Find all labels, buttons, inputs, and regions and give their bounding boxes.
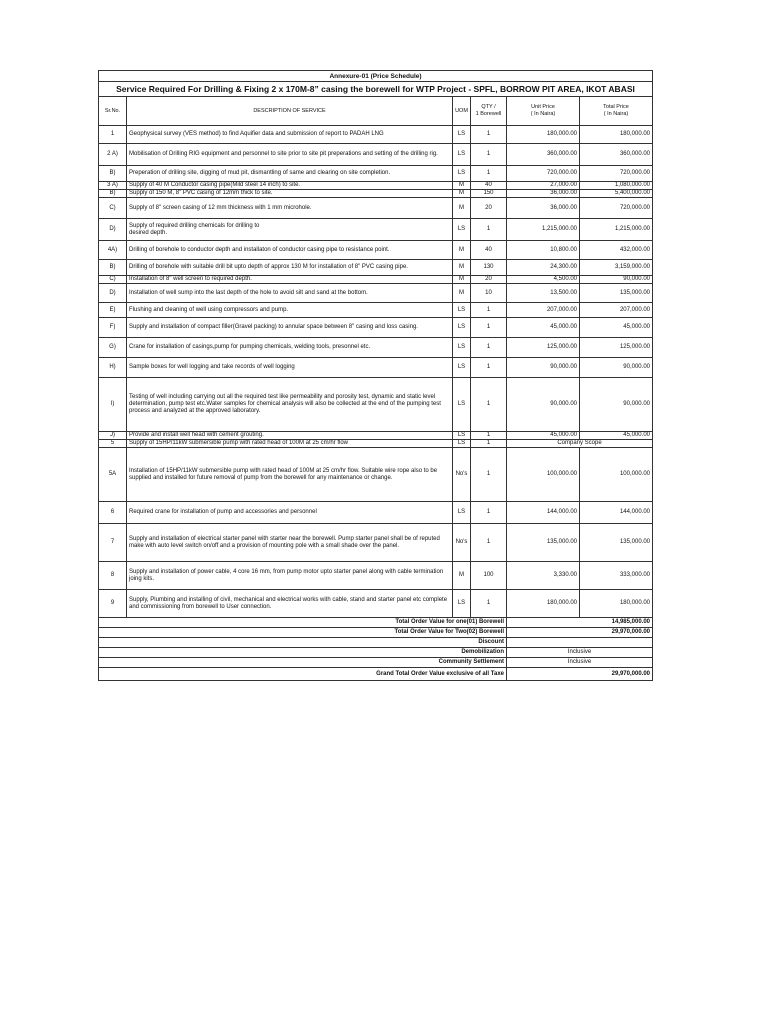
row-qty: 20 xyxy=(471,276,507,284)
row-description: Supply of 40 M Conductor casing pipe(Mild steel 14 inch) to site. xyxy=(127,182,453,190)
row-description: Crane for installation of casings,pump for pumping chemicals, welding tools, presonnel etc. xyxy=(127,338,453,358)
summary-label: Community Settlement xyxy=(99,658,507,668)
row-uom: M xyxy=(453,284,471,303)
table-row xyxy=(99,144,653,166)
row-uom: LS xyxy=(453,318,471,338)
row-unit-price: 36,000.00 xyxy=(507,190,580,198)
price-schedule-table xyxy=(98,70,653,681)
row-uom: M xyxy=(453,198,471,219)
header-description: DESCRIPTION OF SERVICE xyxy=(127,97,453,126)
row-qty: 130 xyxy=(471,260,507,276)
table-row xyxy=(99,260,653,276)
annexure-heading: Annexure-01 (Price Schedule) xyxy=(99,71,653,82)
row-total-price: 180,000.00 xyxy=(580,590,653,618)
row-qty: 1 xyxy=(471,219,507,241)
row-description: Drilling of borehole with suitable drill bit upto depth of approx 130 M for installation of 8" PVC casing pipe. xyxy=(127,260,453,276)
row-description: Supply and installation of power cable, 4 core 16 mm, from pump motor upto starter panel along with cable termination joing kits. xyxy=(127,562,453,590)
table-row xyxy=(99,198,653,219)
row-total-price: 135,000.00 xyxy=(580,524,653,562)
header-unit-price: Unit Price ( In Naira) xyxy=(507,97,580,126)
row-description: Provide and install well head with cement grouting. xyxy=(127,432,453,440)
row-unit-price: 27,000.00 xyxy=(507,182,580,190)
row-uom: LS xyxy=(453,590,471,618)
row-srno: 7 xyxy=(99,524,127,562)
table-row xyxy=(99,378,653,432)
row-uom: M xyxy=(453,190,471,198)
table-row xyxy=(99,190,653,198)
summary-value: 14,985,000.00 xyxy=(507,618,653,628)
row-uom: LS xyxy=(453,166,471,182)
row-srno: D) xyxy=(99,284,127,303)
summary-label: Total Order Value for one(01) Borewell xyxy=(99,618,507,628)
summary-value: 29,970,000.00 xyxy=(507,628,653,638)
row-uom: LS xyxy=(453,126,471,144)
row-description: Installation of well sump into the last depth of the hole to avoid silt and sand at the bottom. xyxy=(127,284,453,303)
header-srno: Sr.No. xyxy=(99,97,127,126)
row-unit-price: 3,330.00 xyxy=(507,562,580,590)
row-description: Geophysical survey (VES method) to find Aquifier data and submission of report to PADAH LNG xyxy=(127,126,453,144)
row-qty: 1 xyxy=(471,338,507,358)
row-qty: 1 xyxy=(471,524,507,562)
row-description: Flushing and cleaning of well using compressors and pump. xyxy=(127,303,453,318)
row-total-price: 135,000.00 xyxy=(580,284,653,303)
row-qty: 100 xyxy=(471,562,507,590)
row-description: Installation of 8" well screen to required depth. xyxy=(127,276,453,284)
table-row xyxy=(99,318,653,338)
row-uom: LS xyxy=(453,378,471,432)
summary-value: Inclusive xyxy=(507,648,653,658)
row-uom: LS xyxy=(453,502,471,524)
row-srno: 5A xyxy=(99,448,127,502)
row-srno: D) xyxy=(99,219,127,241)
row-unit-price: 180,000.00 xyxy=(507,590,580,618)
row-srno: F) xyxy=(99,318,127,338)
row-uom: LS xyxy=(453,338,471,358)
row-description: Supply, Plumbing and installing of civil, mechanical and electrical works with cable, stand and starter panel etc complete and commissioning from borewell to User connection. xyxy=(127,590,453,618)
row-qty: 40 xyxy=(471,182,507,190)
row-description: Testing of well including carrying out all the required test like permeability and porosity test, dynamic and static level determination, pump test etc.Water samples for chemical analysis will also be collected at the end of the pumping test process and analyzed at the approved laboratory. xyxy=(127,378,453,432)
row-qty: 1 xyxy=(471,126,507,144)
row-qty: 1 xyxy=(471,318,507,338)
row-total-price: 100,000.00 xyxy=(580,448,653,502)
header-total-price: Total Price ( In Naira) xyxy=(580,97,653,126)
row-qty: 150 xyxy=(471,190,507,198)
table-row xyxy=(99,432,653,440)
row-unit-price: 360,000.00 xyxy=(507,144,580,166)
table-row xyxy=(99,338,653,358)
row-uom: LS xyxy=(453,219,471,241)
row-srno: C) xyxy=(99,276,127,284)
table-row xyxy=(99,284,653,303)
row-total-price: 90,000.00 xyxy=(580,378,653,432)
summary-row xyxy=(99,628,653,638)
row-description: Supply of required drilling chemicals for drilling to desired depth. xyxy=(127,219,453,241)
table-row xyxy=(99,241,653,260)
row-qty: 20 xyxy=(471,198,507,219)
row-qty: 1 xyxy=(471,590,507,618)
row-srno: H) xyxy=(99,358,127,378)
row-qty: 40 xyxy=(471,241,507,260)
row-unit-price: 36,000.00 xyxy=(507,198,580,219)
table-row xyxy=(99,276,653,284)
row-unit-price: 13,500.00 xyxy=(507,284,580,303)
row-unit-price: 125,000.00 xyxy=(507,338,580,358)
summary-row xyxy=(99,658,653,668)
row-qty: 1 xyxy=(471,440,507,448)
row-qty: 1 xyxy=(471,432,507,440)
row-total-price: 432,000.00 xyxy=(580,241,653,260)
row-srno: 2 A) xyxy=(99,144,127,166)
summary-row xyxy=(99,648,653,658)
row-uom: LS xyxy=(453,358,471,378)
header-uom: UOM xyxy=(453,97,471,126)
row-total-price: 45,000.00 xyxy=(580,318,653,338)
table-row xyxy=(99,440,653,448)
row-uom: M xyxy=(453,241,471,260)
row-srno: 9 xyxy=(99,590,127,618)
row-uom: M xyxy=(453,260,471,276)
row-description: Supply of 15HP/11kW submersible pump with rated head of 100M at 25 cm/hr flow xyxy=(127,440,453,448)
row-unit-price: 45,000.00 xyxy=(507,318,580,338)
row-total-price: 720,000.00 xyxy=(580,198,653,219)
row-qty: 1 xyxy=(471,166,507,182)
row-total-price: 90,000.00 xyxy=(580,358,653,378)
summary-row xyxy=(99,618,653,628)
row-total-price: 180,000.00 xyxy=(580,126,653,144)
row-total-price: 720,000.00 xyxy=(580,166,653,182)
row-total-price: 3,159,000.00 xyxy=(580,260,653,276)
summary-label: Grand Total Order Value exclusive of all Taxe xyxy=(99,668,507,681)
table-row xyxy=(99,166,653,182)
row-qty: 1 xyxy=(471,144,507,166)
summary-row xyxy=(99,668,653,681)
row-srno: E) xyxy=(99,303,127,318)
summary-label: Total Order Value for Two(02) Borewell xyxy=(99,628,507,638)
row-uom: No's xyxy=(453,448,471,502)
row-srno: I) xyxy=(99,378,127,432)
row-unit-price: 720,000.00 xyxy=(507,166,580,182)
row-srno: 3 A) xyxy=(99,182,127,190)
row-unit-price: 144,000.00 xyxy=(507,502,580,524)
row-unit-price: 100,000.00 xyxy=(507,448,580,502)
row-unit-price: 1,215,000.00 xyxy=(507,219,580,241)
table-row xyxy=(99,448,653,502)
row-uom: LS xyxy=(453,144,471,166)
row-uom: LS xyxy=(453,432,471,440)
summary-label: Discount xyxy=(99,638,507,648)
row-total-price: 125,000.00 xyxy=(580,338,653,358)
row-total-price: 207,000.00 xyxy=(580,303,653,318)
summary-row xyxy=(99,638,653,648)
row-description: Supply of 8" screen casing of 12 mm thickness with 1 mm microhole. xyxy=(127,198,453,219)
row-description: Supply and installation of electrical starter panel with starter near the borewell. Pump starter panel shall be of reputed make with auto level switch on/off and a provision of mounting pole with a small shade over the panel. xyxy=(127,524,453,562)
row-uom: M xyxy=(453,276,471,284)
table-row xyxy=(99,502,653,524)
row-qty: 1 xyxy=(471,448,507,502)
row-unit-price: 180,000.00 xyxy=(507,126,580,144)
table-row xyxy=(99,219,653,241)
row-total-price: 1,080,000.00 xyxy=(580,182,653,190)
row-uom: M xyxy=(453,182,471,190)
row-uom: LS xyxy=(453,303,471,318)
table-row xyxy=(99,358,653,378)
row-total-price: 333,000.00 xyxy=(580,562,653,590)
row-description: Supply of 150 M, 8" PVC casing of 12mm thick to site. xyxy=(127,190,453,198)
row-description: Installation of 15HP/11kW submersible pump with rated head of 100M at 25 cm/hr flow. Suitable wire rope also to be supplied and installed for future removal of pump from the borewell for any maintenance or change. xyxy=(127,448,453,502)
summary-value: 29,970,000.00 xyxy=(507,668,653,681)
summary-value xyxy=(507,638,653,648)
row-srno: 4A) xyxy=(99,241,127,260)
header-qty: QTY / 1 Borewell xyxy=(471,97,507,126)
row-srno: 6 xyxy=(99,502,127,524)
row-qty: 10 xyxy=(471,284,507,303)
row-total-price: 144,000.00 xyxy=(580,502,653,524)
row-qty: 1 xyxy=(471,378,507,432)
row-uom: M xyxy=(453,562,471,590)
row-srno: C) xyxy=(99,198,127,219)
row-scope: Company Scope xyxy=(507,440,653,448)
row-unit-price: 135,000.00 xyxy=(507,524,580,562)
table-row xyxy=(99,303,653,318)
page-title: Service Required For Drilling & Fixing 2 x 170M-8” casing the borewell for WTP Project - SPFL, BORROW PIT AREA, IKOT ABASI xyxy=(99,82,653,97)
table-row xyxy=(99,590,653,618)
row-total-price: 90,000.00 xyxy=(580,276,653,284)
row-total-price: 5,400,000.00 xyxy=(580,190,653,198)
row-unit-price: 207,000.00 xyxy=(507,303,580,318)
row-unit-price: 24,300.00 xyxy=(507,260,580,276)
summary-value: Inclusive xyxy=(507,658,653,668)
row-srno: 8 xyxy=(99,562,127,590)
row-description: Drilling of borehole to conductor depth and installaton of conductor casing pipe to resistance point. xyxy=(127,241,453,260)
row-unit-price: 10,800.00 xyxy=(507,241,580,260)
row-srno: 1 xyxy=(99,126,127,144)
row-srno: B) xyxy=(99,260,127,276)
row-qty: 1 xyxy=(471,502,507,524)
row-total-price: 1,215,000.00 xyxy=(580,219,653,241)
row-qty: 1 xyxy=(471,358,507,378)
table-row xyxy=(99,524,653,562)
table-row xyxy=(99,182,653,190)
row-uom: No's xyxy=(453,524,471,562)
row-unit-price: 4,500.00 xyxy=(507,276,580,284)
row-unit-price: 90,000.00 xyxy=(507,358,580,378)
row-description: Sample boxes for well logging and take records of well logging xyxy=(127,358,453,378)
summary-label: Demobilization xyxy=(99,648,507,658)
row-unit-price: 90,000.00 xyxy=(507,378,580,432)
table-row xyxy=(99,126,653,144)
row-description: Required crane for installation of pump and accessories and personnel xyxy=(127,502,453,524)
row-description: Preperation of drilling site, digging of mud pit, dismantling of same and clearing on site completion. xyxy=(127,166,453,182)
row-srno: B) xyxy=(99,166,127,182)
row-srno: G) xyxy=(99,338,127,358)
row-srno: J) xyxy=(99,432,127,440)
row-qty: 1 xyxy=(471,303,507,318)
table-row xyxy=(99,562,653,590)
row-total-price: 360,000.00 xyxy=(580,144,653,166)
row-srno: 5 xyxy=(99,440,127,448)
row-uom: LS xyxy=(453,440,471,448)
row-unit-price: 45,000.00 xyxy=(507,432,580,440)
row-description: Mobilisation of Drilling RIG equipment and personnel to site prior to site pit preperations and setting of the drilling rig. xyxy=(127,144,453,166)
row-description: Supply and installation of compact filler(Gravel packing) to annular space between 8" casing and loss casing. xyxy=(127,318,453,338)
row-srno: B) xyxy=(99,190,127,198)
row-total-price: 45,000.00 xyxy=(580,432,653,440)
